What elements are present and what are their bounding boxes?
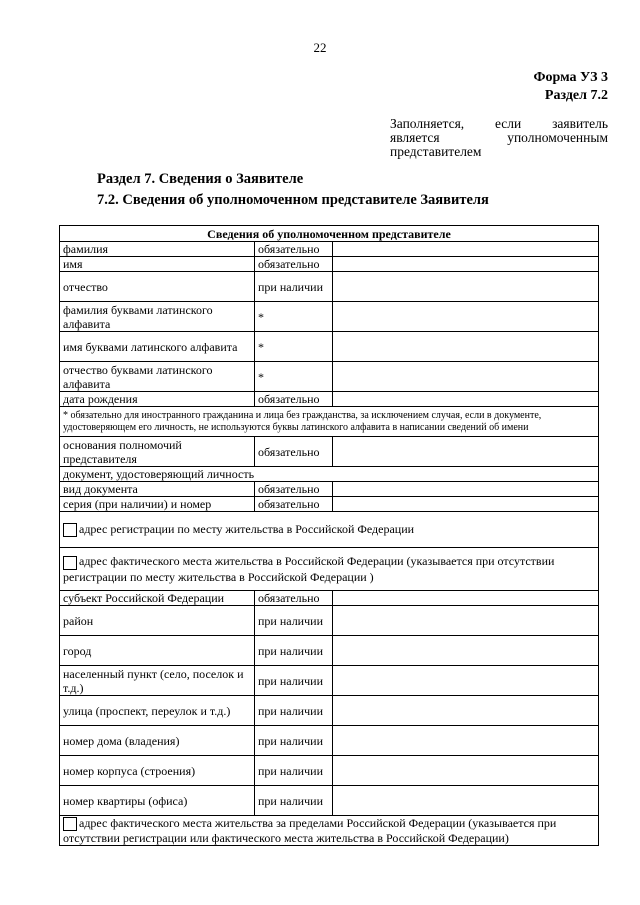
requirement: обязательно: [255, 242, 333, 257]
actual-address-option: [60, 548, 599, 591]
fill-note-line: является уполномоченным: [390, 130, 608, 145]
requirement: при наличии: [255, 756, 333, 786]
requirement: при наличии: [255, 786, 333, 816]
field-label: имя буквами латинского алфавита: [60, 332, 255, 362]
requirement: обязательно: [255, 497, 333, 512]
form-section: Раздел 7.2: [544, 88, 608, 103]
value-cell-street[interactable]: [333, 696, 599, 726]
field-label: отчество буквами латинского алфавита: [60, 362, 255, 392]
field-label: район: [60, 606, 255, 636]
value-cell-building[interactable]: [333, 756, 599, 786]
field-label: имя: [60, 257, 255, 272]
value-cell-city[interactable]: [333, 636, 599, 666]
id-doc-header: документ, удостоверяющий личность: [60, 467, 599, 482]
requirement: обязательно: [255, 591, 333, 606]
actual-address-checkbox[interactable]: [63, 556, 77, 570]
value-cell-doc-number[interactable]: [333, 497, 599, 512]
table-title: Сведения об уполномоченном представителе: [60, 226, 599, 242]
value-cell-authority[interactable]: [333, 437, 599, 467]
field-label: город: [60, 636, 255, 666]
value-cell-surname[interactable]: [333, 242, 599, 257]
requirement: обязательно: [255, 437, 333, 467]
requirement: при наличии: [255, 696, 333, 726]
section-heading: Раздел 7. Сведения о Заявителе: [97, 171, 304, 187]
value-cell-house[interactable]: [333, 726, 599, 756]
requirement: обязательно: [255, 392, 333, 407]
value-cell-patronymic[interactable]: [333, 272, 599, 302]
value-cell-name-latin[interactable]: [333, 332, 599, 362]
field-label: серия (при наличии) и номер: [60, 497, 255, 512]
field-label: улица (проспект, переулок и т.д.): [60, 696, 255, 726]
requirement: обязательно: [255, 257, 333, 272]
fill-note-line: представителем: [390, 144, 482, 159]
field-label: субъект Российской Федерации: [60, 591, 255, 606]
field-label: фамилия буквами латинского алфавита: [60, 302, 255, 332]
requirement: при наличии: [255, 272, 333, 302]
field-label: номер квартиры (офиса): [60, 786, 255, 816]
foreign-address-checkbox[interactable]: [63, 817, 77, 831]
field-label: населенный пункт (село, поселок и т.д.): [60, 666, 255, 696]
value-cell-settlement[interactable]: [333, 666, 599, 696]
footnote: * обязательно для иностранного гражданина и лица без гражданства, за исключением случая, если в документе, удостоверяющем его личность, не используются буквы латинского алфавита в написании сведений об имени: [60, 407, 599, 437]
requirement: *: [255, 332, 333, 362]
field-label: вид документа: [60, 482, 255, 497]
requirement: при наличии: [255, 636, 333, 666]
value-cell-surname-latin[interactable]: [333, 302, 599, 332]
reg-address-option: [60, 512, 599, 548]
field-label: номер корпуса (строения): [60, 756, 255, 786]
requirement: при наличии: [255, 666, 333, 696]
page-number: 22: [313, 40, 327, 55]
value-cell-doc-type[interactable]: [333, 482, 599, 497]
requirement: обязательно: [255, 482, 333, 497]
form-code: Форма УЗ 3: [533, 70, 608, 85]
field-label: отчество: [60, 272, 255, 302]
field-label: дата рождения: [60, 392, 255, 407]
requirement: при наличии: [255, 726, 333, 756]
subsection-heading: 7.2. Сведения об уполномоченном представителе Заявителя: [97, 192, 489, 208]
requirement: *: [255, 302, 333, 332]
value-cell-district[interactable]: [333, 606, 599, 636]
foreign-address-option: [60, 816, 599, 846]
reg-address-checkbox[interactable]: [63, 523, 77, 537]
representative-table: [59, 225, 599, 846]
field-label: основания полномочий представителя: [60, 437, 255, 467]
value-cell-birth-date[interactable]: [333, 392, 599, 407]
requirement: *: [255, 362, 333, 392]
value-cell-subject[interactable]: [333, 591, 599, 606]
value-cell-name[interactable]: [333, 257, 599, 272]
fill-note: [390, 117, 608, 159]
reg-address-label: адрес регистрации по месту жительства в Российской Федерации: [79, 521, 415, 536]
field-label: фамилия: [60, 242, 255, 257]
field-label: номер дома (владения): [60, 726, 255, 756]
fill-note-line: Заполняется, если заявитель: [390, 116, 608, 131]
actual-address-label: адрес фактического места жительства в Российской Федерации (указывается при отсутствии регистрации по месту жительства в Российской Федерации ): [63, 554, 555, 584]
requirement: при наличии: [255, 606, 333, 636]
value-cell-apartment[interactable]: [333, 786, 599, 816]
value-cell-patronymic-latin[interactable]: [333, 362, 599, 392]
foreign-address-label: адрес фактического места жительства за пределами Российской Федерации (указывается при отсутствии регистрации или фактического места жительства в Российской Федерации): [63, 816, 557, 846]
